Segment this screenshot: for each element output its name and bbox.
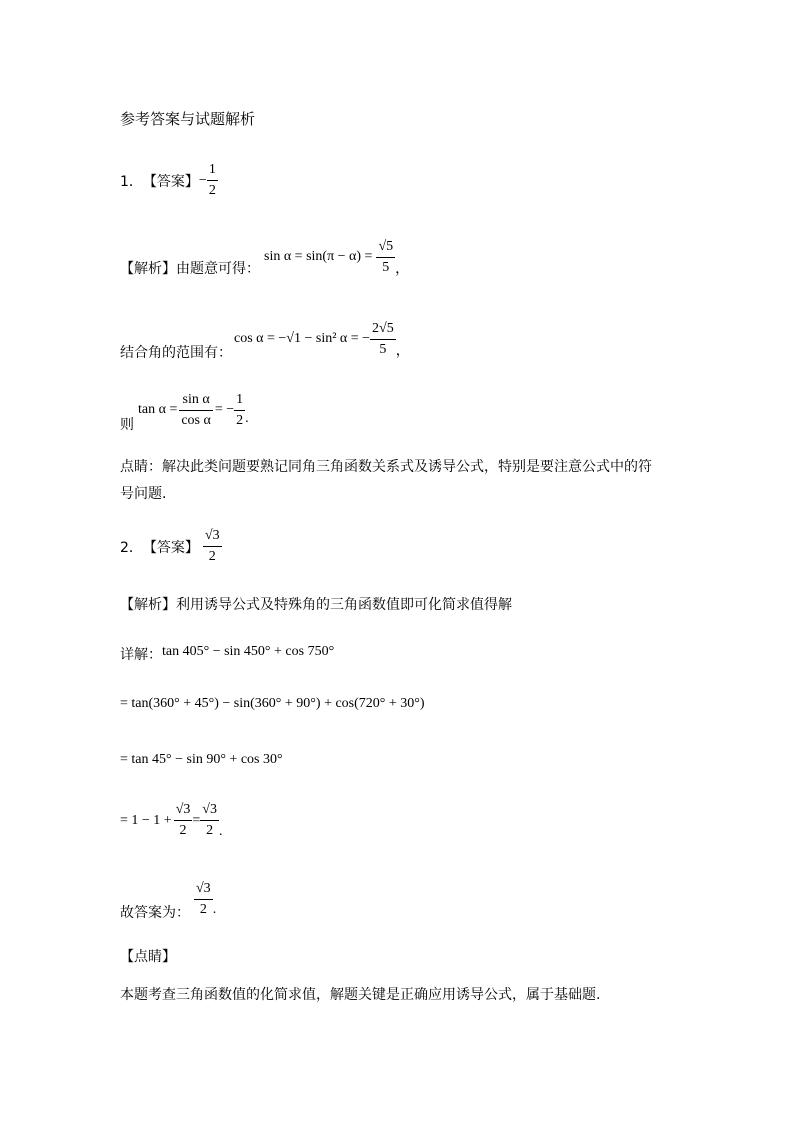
q1-analysis-line bbox=[120, 236, 409, 278]
q1-eq3-end: . bbox=[245, 411, 249, 426]
q1-eq3-mid: = − bbox=[214, 402, 235, 417]
q2-final-numerator: √3 bbox=[194, 879, 213, 900]
q2-step4-lhs: = 1 − 1 + bbox=[120, 812, 172, 828]
q1-then-line bbox=[120, 386, 249, 434]
q1-eq1-denominator: 5 bbox=[382, 259, 390, 275]
q2-analysis: 【解析】利用诱导公式及特殊角的三角函数值即可化简求值得解 bbox=[120, 597, 512, 613]
q1-eq3-fraction2 bbox=[234, 390, 245, 431]
q2-detail-label: 详解： bbox=[120, 647, 162, 663]
q1-eq3-denominator2: 2 bbox=[236, 412, 244, 428]
q2-step4-numerator: √3 bbox=[174, 800, 193, 821]
q2-final-fraction bbox=[194, 879, 213, 920]
q2-final-denominator: 2 bbox=[199, 901, 207, 917]
q2-step2: = tan(360° + 45°) − sin(360° + 90°) + cos(720° + 30°) bbox=[120, 696, 425, 711]
q2-answer-denominator: 2 bbox=[208, 549, 216, 564]
q2-answer-numerator: √3 bbox=[203, 526, 222, 547]
q1-answer-sign: − bbox=[198, 172, 207, 188]
q1-analysis-label: 【解析】由题意可得： bbox=[120, 261, 260, 277]
q1-comment-line2: 号问题. bbox=[120, 486, 167, 502]
q2-final-end: . bbox=[212, 902, 217, 917]
q1-eq3-fraction bbox=[179, 390, 213, 431]
q1-eq1-fraction bbox=[376, 237, 395, 278]
q2-step4-eq: = bbox=[192, 812, 201, 828]
q1-range-label: 结合角的范围有： bbox=[120, 345, 232, 361]
q1-answer-line bbox=[120, 160, 218, 201]
q2-dianjing-label: 【点睛】 bbox=[120, 949, 176, 965]
q1-eq2-numerator: 2√5 bbox=[370, 319, 396, 340]
q1-then-label: 则 bbox=[120, 417, 134, 433]
q1-eq2-end: ， bbox=[395, 344, 410, 359]
q2-step1: tan 405° − sin 450° + cos 750° bbox=[162, 644, 335, 659]
q2-detail-line bbox=[120, 640, 334, 664]
q1-range-line bbox=[120, 316, 410, 362]
q1-eq3-numerator: sin α bbox=[179, 390, 213, 411]
q1-answer-numerator: 1 bbox=[207, 160, 218, 181]
q2-step4-fraction2 bbox=[200, 800, 219, 841]
q1-answer-label: 【答案】 bbox=[142, 173, 199, 190]
q1-comment-line1: 点睛：解决此类问题要熟记同角三角函数关系式及诱导公式，特别是要注意公式中的符 bbox=[120, 459, 652, 475]
q2-final-label: 故答案为： bbox=[120, 905, 190, 921]
q2-step4-denominator2: 2 bbox=[206, 823, 214, 838]
q1-eq1-lhs: sin α = sin(π − α) = bbox=[264, 249, 373, 264]
q1-eq3-denominator: cos α bbox=[181, 412, 211, 428]
q1-answer-fraction bbox=[207, 160, 218, 201]
q1-eq1-numerator: √5 bbox=[376, 237, 395, 258]
q2-answer-line bbox=[120, 526, 222, 567]
page-title: 参考答案与试题解析 bbox=[120, 110, 256, 128]
q1-answer-denominator: 2 bbox=[208, 183, 216, 198]
q1-eq2-lhs: cos α = −√1 − sin² α = − bbox=[234, 331, 371, 346]
q2-answer-fraction bbox=[203, 526, 222, 567]
q2-step4-numerator2: √3 bbox=[200, 800, 219, 821]
q1-eq1-end: ， bbox=[395, 262, 410, 277]
q1-eq3-numerator2: 1 bbox=[234, 390, 245, 411]
q1-number: 1． bbox=[120, 173, 143, 190]
q2-step4-fraction bbox=[174, 800, 193, 841]
q2-number: 2． bbox=[120, 539, 143, 556]
q2-step4-line bbox=[120, 800, 222, 841]
q2-answer-label: 【答案】 bbox=[142, 539, 199, 556]
q2-step3: = tan 45° − sin 90° + cos 30° bbox=[120, 752, 283, 767]
q2-dianjing-text: 本题考查三角函数值的化简求值，解题关键是正确应用诱导公式，属于基础题. bbox=[120, 987, 601, 1003]
q2-final-line bbox=[120, 876, 216, 922]
q2-step4-denominator: 2 bbox=[179, 823, 187, 838]
q1-eq2-denominator: 5 bbox=[379, 341, 387, 357]
q1-eq2-fraction bbox=[370, 319, 396, 360]
q2-step4-end: . bbox=[218, 823, 223, 839]
q1-eq3-lhs: tan α = bbox=[138, 402, 178, 417]
